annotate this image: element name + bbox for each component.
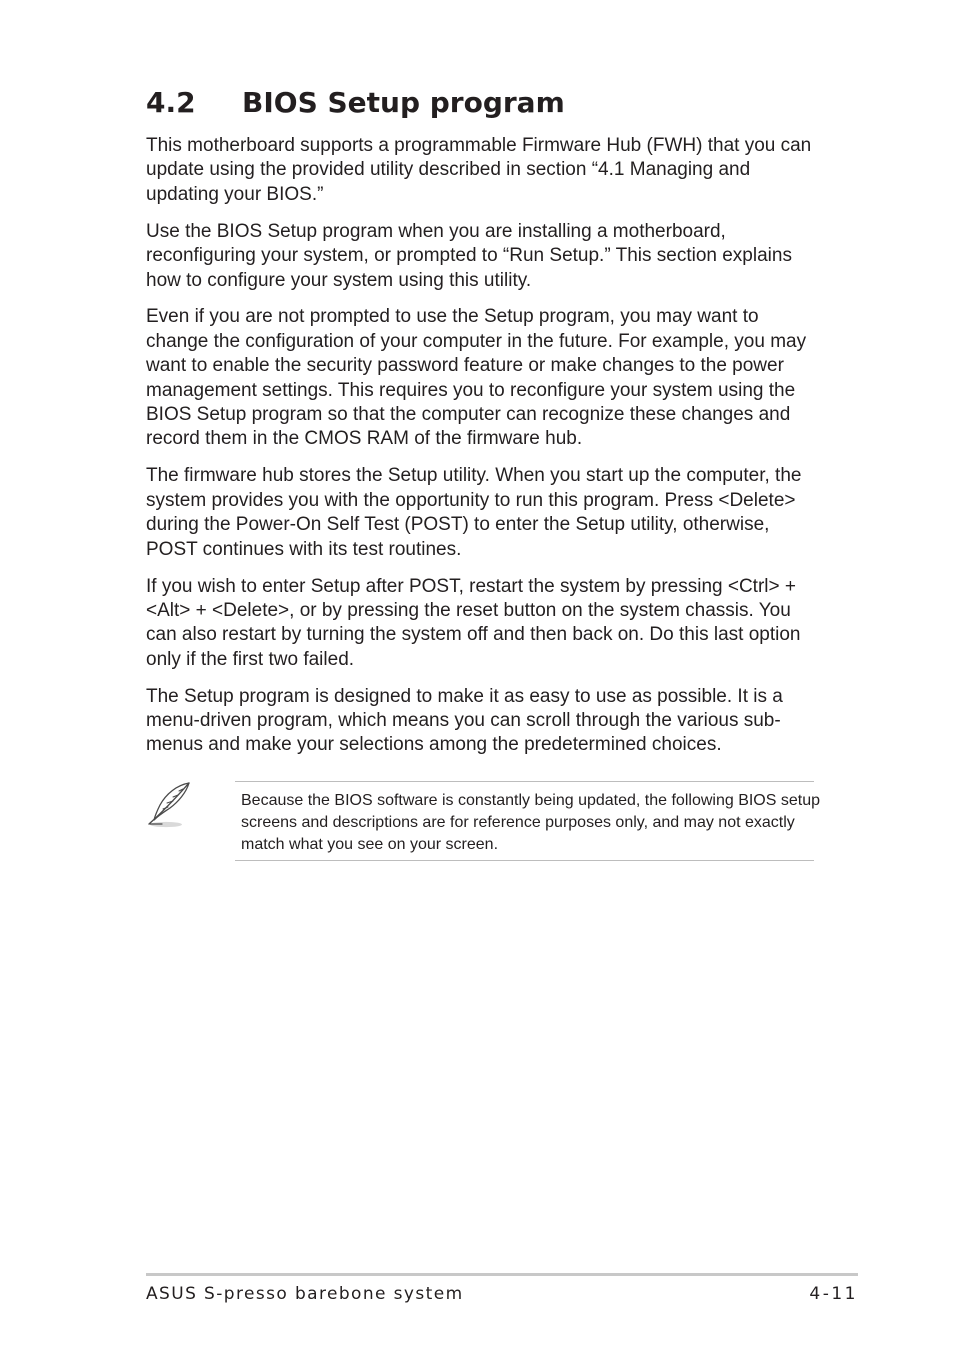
paragraph-menu-driven: The Setup program is designed to make it as easy to use as possible. It is a menu-driven program, which means you can scroll through the various sub-menus and make your selections among the predetermined choices. [146, 685, 783, 756]
body-text [146, 134, 818, 770]
section-title: BIOS Setup program [242, 86, 565, 119]
paragraph-reconfigure: Even if you are not prompted to use the Setup program, you may want to change the configuration of your computer in the future. For example, you may want to enable the security password feature or make changes to the power management settings. This requires you to reconfigure your system using the BIOS Setup program so that the computer can recognize these changes and record them in the CMOS RAM of the firmware hub. [146, 306, 807, 450]
footer-page-number: 4-11 [809, 1284, 858, 1304]
section-heading [146, 84, 565, 122]
footer-rule [146, 1273, 858, 1276]
paragraph-restart: If you wish to enter Setup after POST, restart the system by pressing <Ctrl> + <Alt> + <Delete>, or by pressing the reset button on the system chassis. You can also restart by turning the system off and then back on. Do this last option only if the first two failed. [146, 575, 801, 670]
paragraph-enter-setup: The firmware hub stores the Setup utility. When you start up the computer, the system provides you with the opportunity to run this program. Press <Delete> during the Power-On Self Test (POST) to enter the Setup utility, otherwise, POST continues with its test routines. [146, 465, 802, 560]
section-number: 4.2 [146, 86, 196, 119]
feather-quill-icon [146, 780, 192, 828]
note-box [235, 781, 821, 861]
note-text: Because the BIOS software is constantly being updated, the following BIOS setup screens and descriptions are for reference purposes only, and may not exactly match what you see on your screen. [241, 792, 821, 853]
footer-product-name: ASUS S-presso barebone system [146, 1284, 464, 1304]
paragraph-intro: This motherboard supports a programmable Firmware Hub (FWH) that you can update using the provided utility described in section “4.1 Managing and updating your BIOS.” [146, 135, 812, 205]
note-callout [146, 778, 821, 864]
paragraph-when-to-use: Use the BIOS Setup program when you are installing a motherboard, reconfiguring your system, or prompted to “Run Setup.” This section explains how to configure your system using this utility. [146, 220, 792, 291]
